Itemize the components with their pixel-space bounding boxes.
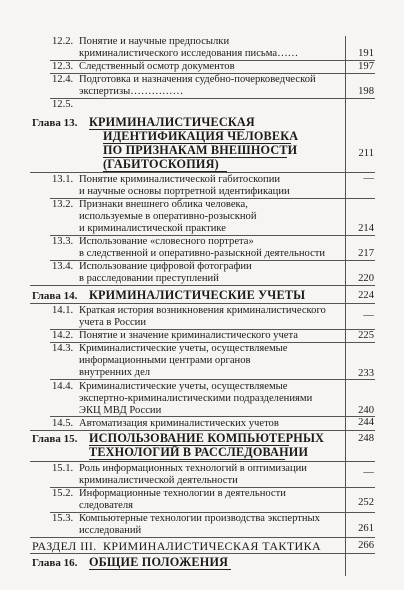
page-number: 191 bbox=[358, 48, 374, 59]
toc-grid-line bbox=[50, 416, 375, 417]
toc-grid-line bbox=[30, 285, 375, 286]
page-number: 261 bbox=[358, 523, 374, 534]
toc-grid-line bbox=[50, 98, 375, 99]
section-title: Роль информационных технологий в оптимизации bbox=[79, 463, 307, 474]
chapter-title: ИДЕНТИФИКАЦИЯ ЧЕЛОВЕКА bbox=[103, 129, 299, 143]
section-title: экспертно-криминалистическими подразделениями bbox=[79, 393, 313, 404]
page-number: — bbox=[363, 467, 374, 478]
section-title: криминалистической деятельности bbox=[79, 475, 238, 486]
section-title: Компьютерные технологии производства экспертных bbox=[79, 513, 320, 524]
section-title: Использование цифровой фотографии bbox=[79, 261, 252, 272]
chapter-title: (ГАБИТОСКОПИЯ) bbox=[103, 157, 219, 171]
page-number: 197 bbox=[358, 61, 374, 72]
section-number: 13.3. bbox=[52, 236, 74, 247]
section-number: 12.4. bbox=[52, 74, 74, 85]
part-title: КРИМИНАЛИСТИЧЕСКАЯ ТАКТИКА bbox=[103, 539, 322, 553]
section-title: в расследовании преступлений bbox=[79, 273, 219, 284]
toc-grid-line bbox=[30, 553, 375, 554]
section-number: 15.2. bbox=[52, 488, 74, 499]
section-title: Следственный осмотр документов bbox=[79, 61, 235, 72]
section-title: ЭКЦ МВД России bbox=[79, 405, 162, 416]
page-number: 225 bbox=[358, 330, 374, 341]
section-title: Признаки внешнего облика человека, bbox=[79, 199, 248, 210]
page-number: — bbox=[363, 310, 374, 321]
page-number: 211 bbox=[358, 148, 374, 159]
section-title: следователя bbox=[79, 500, 134, 511]
section-title: учета в России bbox=[79, 317, 147, 328]
section-title: исследований bbox=[79, 525, 142, 536]
page-number: 220 bbox=[358, 273, 374, 284]
chapter-title: КРИМИНАЛИСТИЧЕСКИЕ УЧЕТЫ bbox=[89, 288, 306, 302]
toc-grid-line bbox=[30, 172, 375, 173]
section-title: Информационные технологии в деятельности bbox=[79, 488, 286, 499]
section-number: 15.1. bbox=[52, 463, 74, 474]
section-title: Понятие криминалистической габитоскопии bbox=[79, 174, 281, 185]
chapter-label: Глава 14. bbox=[32, 290, 78, 302]
section-number: 14.3. bbox=[52, 343, 74, 354]
page-number: 217 bbox=[358, 248, 374, 259]
section-number: 14.4. bbox=[52, 381, 74, 392]
section-number: 13.4. bbox=[52, 261, 74, 272]
chapter-title: ТЕХНОЛОГИЙ В РАССЛЕДОВАНИИ bbox=[89, 445, 309, 459]
page-number: 244 bbox=[358, 417, 374, 428]
section-number: 14.5. bbox=[52, 418, 74, 429]
section-title: Криминалистические учеты, осуществляемые bbox=[79, 343, 288, 354]
page-number: — bbox=[363, 173, 374, 184]
section-number: 12.5. bbox=[52, 99, 74, 110]
toc-grid-line bbox=[50, 379, 375, 380]
section-number: 13.2. bbox=[52, 199, 74, 210]
section-title: внутренних дел bbox=[79, 367, 151, 378]
section-number: 12.3. bbox=[52, 61, 74, 72]
page-number: 224 bbox=[358, 290, 374, 301]
chapter-title: ОБЩИЕ ПОЛОЖЕНИЯ bbox=[89, 555, 229, 569]
section-title: используемые в оперативно-розыскной bbox=[79, 211, 257, 222]
section-title: Краткая история возникновения криминалистического bbox=[79, 305, 326, 316]
chapter-label: Глава 16. bbox=[32, 557, 78, 569]
chapter-label: Глава 15. bbox=[32, 433, 78, 445]
chapter-title: ИСПОЛЬЗОВАНИЕ КОМПЬЮТЕРНЫХ bbox=[89, 431, 325, 445]
page-number: 240 bbox=[358, 405, 374, 416]
section-number: 15.3. bbox=[52, 513, 74, 524]
section-title: в следственной и оперативно-разыскной деятельности bbox=[79, 248, 326, 259]
section-number: 14.1. bbox=[52, 305, 74, 316]
toc-grid-line bbox=[30, 537, 375, 538]
section-number: 14.2. bbox=[52, 330, 74, 341]
page-number: 214 bbox=[358, 223, 374, 234]
toc-grid-line bbox=[345, 36, 346, 576]
page-number: 266 bbox=[358, 540, 374, 551]
page-number: 252 bbox=[358, 497, 374, 508]
section-title: Использование «словесного портрета» bbox=[79, 236, 254, 247]
section-title: Понятие и значение криминалистического учета bbox=[79, 330, 298, 341]
chapter-title: КРИМИНАЛИСТИЧЕСКАЯ bbox=[89, 115, 255, 129]
section-title: и научные основы портретной идентификации bbox=[79, 186, 290, 197]
section-number: 13.1. bbox=[52, 174, 74, 185]
section-title: криминалистического исследования письма…… bbox=[79, 48, 299, 59]
section-title: Подготовка и назначения судебно-почерковедческой bbox=[79, 74, 316, 85]
section-title: Криминалистические учеты, осуществляемые bbox=[79, 381, 288, 392]
chapter-title: ПО ПРИЗНАКАМ ВНЕШНОСТИ bbox=[103, 143, 298, 157]
page-number: 198 bbox=[358, 86, 374, 97]
section-title: информационными центрами органов bbox=[79, 355, 251, 366]
toc-grid-line bbox=[30, 461, 375, 462]
section-title: и криминалистической практике bbox=[79, 223, 227, 234]
page-number: 248 bbox=[358, 433, 374, 444]
part-label: РАЗДЕЛ III. bbox=[32, 539, 97, 553]
section-title: Понятие и научные предпосылки bbox=[79, 36, 230, 47]
section-title: Автоматизация криминалистических учетов bbox=[79, 418, 279, 429]
page-number: 233 bbox=[358, 368, 374, 379]
section-number: 12.2. bbox=[52, 36, 74, 47]
section-title: экспертизы…………… bbox=[79, 86, 184, 97]
chapter-label: Глава 13. bbox=[32, 117, 78, 129]
toc-grid-line bbox=[30, 303, 375, 304]
